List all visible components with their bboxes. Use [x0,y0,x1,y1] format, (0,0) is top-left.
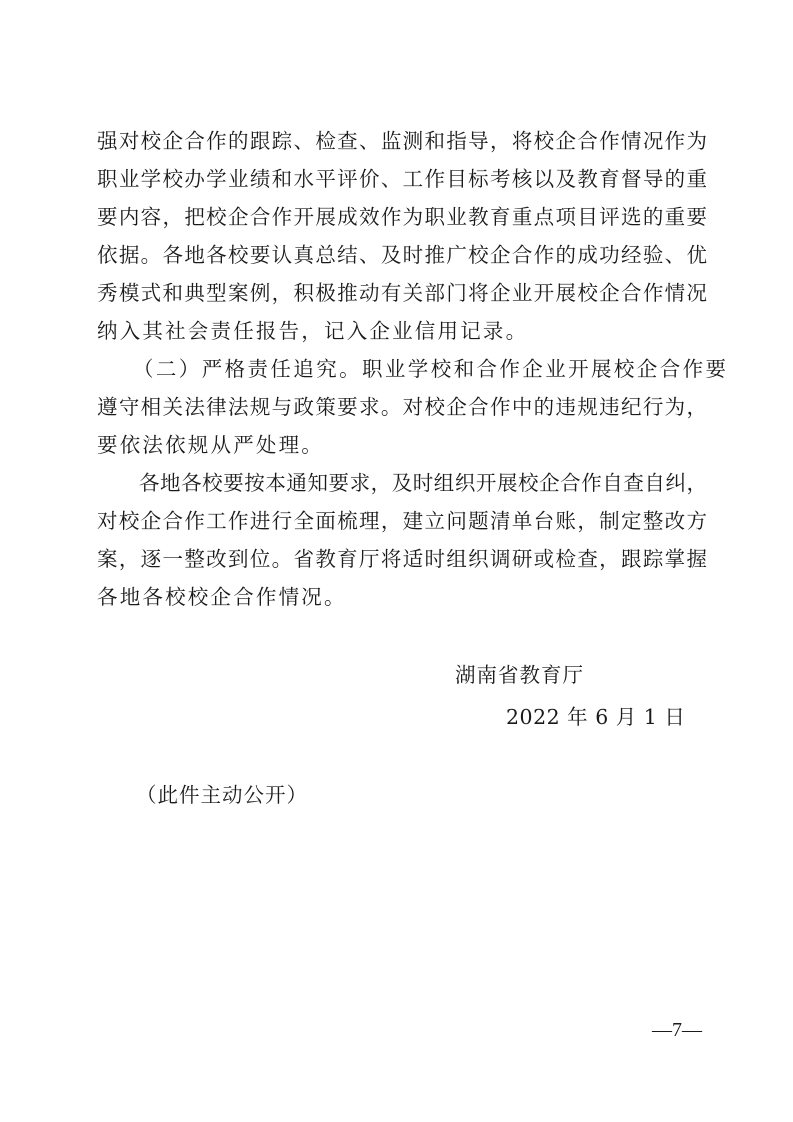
paragraph-2-line-2: 遵守相关法律法规与政策要求。对校企合作中的违规违纪行为， [97,395,707,419]
paragraph-1-line-4: 依据。各地各校要认真总结、及时推广校企合作的成功经验、优 [97,243,707,267]
paragraph-1-line-1: 强对校企合作的跟踪、检查、监测和指导，将校企合作情况作为 [97,129,707,153]
paragraph-2-line-3: 要依法依规从严处理。 [97,433,324,457]
page-number: —7— [652,1019,702,1041]
paragraph-3-line-4: 各地各校校企合作情况。 [97,585,347,609]
paragraph-3-line-2: 对校企合作工作进行全面梳理，建立问题清单台账，制定整改方 [97,509,707,533]
paragraph-3-line-3: 案，逐一整改到位。省教育厅将适时组织调研或检查，跟踪掌握 [97,547,707,571]
paragraph-1-line-2: 职业学校办学业绩和水平评价、工作目标考核以及教育督导的重 [97,167,707,191]
disclosure-note: （此件主动公开） [136,783,308,807]
paragraph-1-line-5: 秀模式和典型案例，积极推动有关部门将企业开展校企合作情况 [97,281,707,305]
issuer-name: 湖南省教育厅 [455,663,584,687]
paragraph-3-line-1: 各地各校要按本通知要求，及时组织开展校企合作自查自纠， [139,471,707,495]
issue-date: 2022 年 6 月 1 日 [506,705,686,729]
paragraph-2-line-1: （二）严格责任追究。职业学校和合作企业开展校企合作要 [133,357,729,381]
paragraph-1-line-6: 纳入其社会责任报告，记入企业信用记录。 [97,319,529,343]
paragraph-1-line-3: 要内容，把校企合作开展成效作为职业教育重点项目评选的重要 [97,205,707,229]
